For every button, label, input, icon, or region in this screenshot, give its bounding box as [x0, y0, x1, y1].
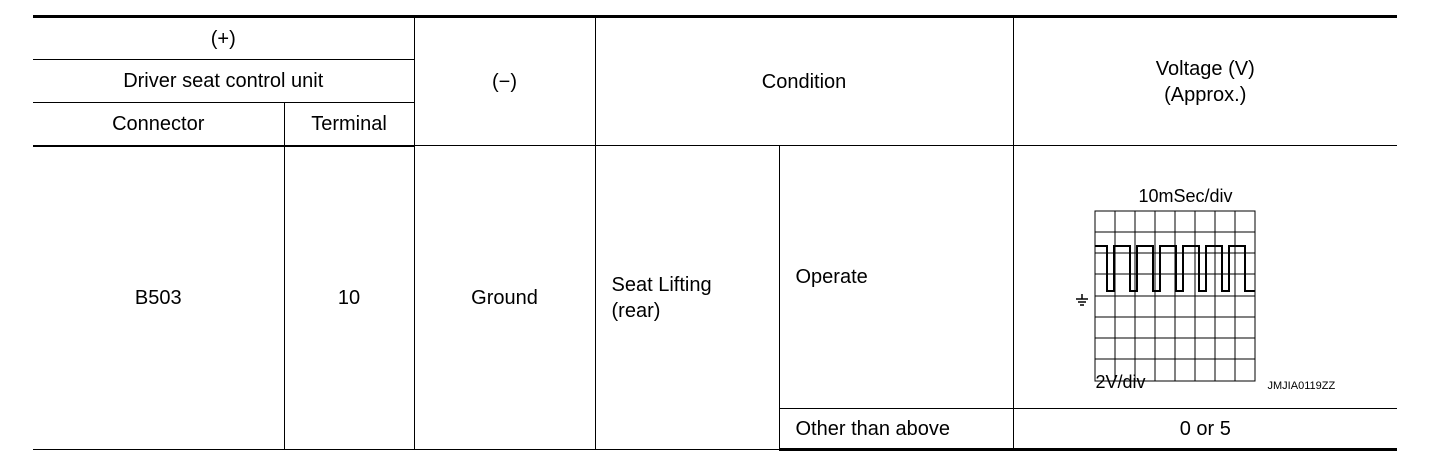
header-plus: (+): [210, 27, 236, 50]
header-voltage-line1: Voltage (V): [1155, 57, 1255, 80]
figure-code: JMJIA0119ZZ: [1267, 380, 1336, 392]
header-connector-cell: [33, 103, 284, 146]
condition-operate-cell: [779, 146, 1013, 409]
connector-cell: [33, 146, 284, 450]
header-minus-cell: [414, 17, 595, 146]
header-voltage-cell: [1013, 17, 1397, 146]
header-voltage-line2: (Approx.): [1164, 83, 1247, 106]
voltage-other-cell: [1013, 409, 1397, 450]
ground-value: Ground: [471, 286, 538, 309]
condition-main-line1: Seat Lifting: [611, 273, 712, 296]
oscilloscope-graph: [1072, 156, 1272, 386]
data-row-operate: [33, 146, 1397, 409]
time-scale-label: 10mSec/div: [1138, 186, 1233, 206]
ground-icon: [1076, 294, 1088, 305]
oscilloscope-grid: [1095, 211, 1255, 381]
waveform-figure: [1014, 146, 1398, 408]
condition-main-line2: (rear): [611, 299, 661, 322]
terminal-spec-table: [33, 15, 1397, 451]
ground-cell: [414, 146, 595, 450]
header-row-1: [33, 17, 1397, 60]
header-minus: (−): [492, 70, 517, 93]
header-terminal-cell: [284, 103, 414, 146]
voltage-other: 0 or 5: [1179, 417, 1231, 440]
header-plus-cell: [33, 17, 414, 60]
waveform-cell: [1013, 146, 1397, 409]
condition-other: Other than above: [795, 417, 951, 440]
terminal-cell: [284, 146, 414, 450]
header-unit-cell: [33, 60, 414, 103]
header-condition: Condition: [761, 70, 847, 93]
header-unit: Driver seat control unit: [123, 70, 324, 92]
connector-value: B503: [134, 286, 182, 309]
terminal-value: 10: [337, 286, 361, 309]
condition-main-cell: [595, 146, 779, 450]
header-condition-cell: [595, 17, 1013, 146]
condition-operate: Operate: [795, 266, 868, 288]
condition-other-cell: [779, 409, 1013, 450]
header-connector: Connector: [112, 112, 205, 135]
header-terminal: Terminal: [311, 112, 387, 135]
volt-scale-label: 2V/div: [1095, 372, 1146, 392]
